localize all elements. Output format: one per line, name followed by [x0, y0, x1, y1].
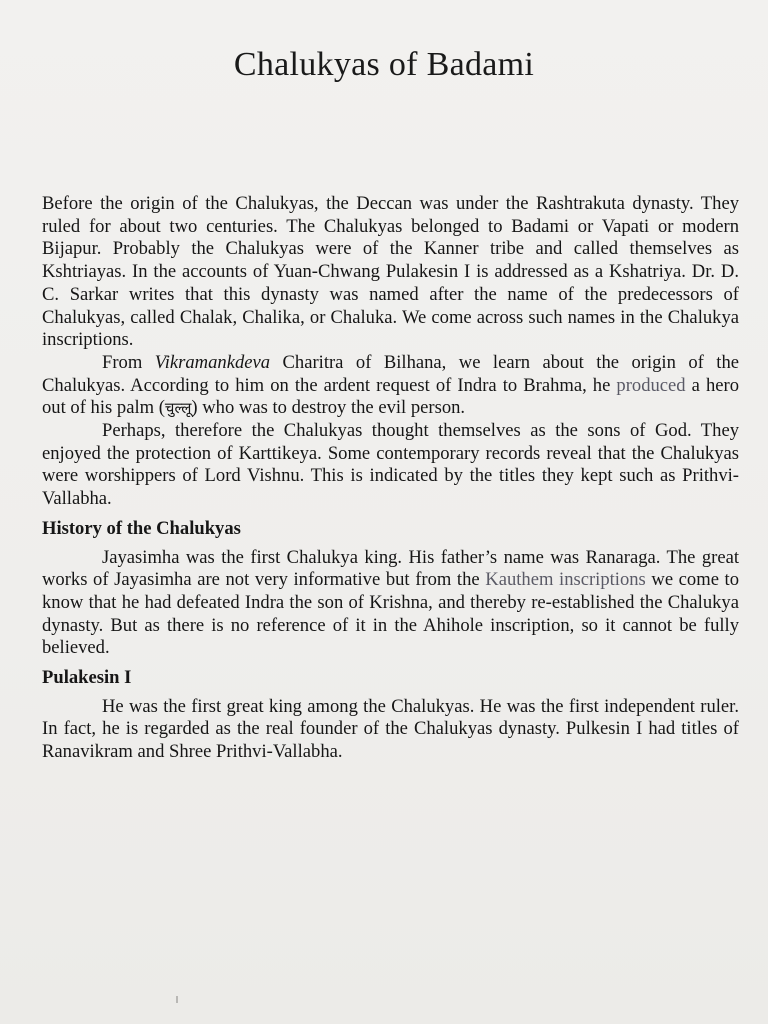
page-body: [42, 193, 739, 764]
section-heading-pulakesin: Pulakesin I: [42, 667, 132, 689]
intro-paragraph-2-prefix: From: [102, 351, 155, 373]
history-paragraph-1-prefix: Jayasimha was the first Chalukya king. His father’s name was Ranaraga. The great works of Jayasimha are not very informative but from the: [42, 546, 739, 591]
intro-paragraph-2-pre-devanagari: a hero out of his palm (: [42, 374, 739, 419]
intro-paragraph-2-gray-word: produced: [616, 374, 686, 396]
pulakesin-paragraph-1: He was the first great king among the Chalukyas. He was the first independent ruler. In fact, he is regarded as the real founder of the Chalukyas dynasty. Pulkesin I had titles of Ranavikram and Shree Prithvi-Vallabha.: [42, 695, 739, 763]
intro-paragraph-2-middle: Charitra of Bilhana, we learn about the origin of the Chalukyas. According to him on the ardent request of Indra to Brahma, he: [42, 351, 739, 396]
history-paragraph-1: [42, 547, 739, 661]
intro-paragraph-2-suffix: ) who was to destroy the evil person.: [191, 397, 466, 419]
intro-paragraph-2: [42, 352, 739, 420]
intro-paragraph-1: Before the origin of the Chalukyas, the Deccan was under the Rashtrakuta dynasty. They ruled for about two centuries. The Chalukyas belonged to Badami or Vapati or modern Bijapur. Probably the Chalukyas were of the Kanner tribe and called themselves as Kshtriayas. In the accounts of Yuan-Chwang Pulakesin I is addressed as a Kshatriya. Dr. D. C. Sarkar writes that this dynasty was named after the name of the predecessors of Chalukyas, called Chalak, Chalika, or Chaluka. We come across such names in the Chalukya inscriptions.: [42, 193, 739, 351]
page-mark: [176, 996, 178, 1003]
devanagari-term: चुल्लू: [164, 399, 192, 418]
history-paragraph-1-suffix: we come to know that he had defeated Indra the son of Krishna, and thereby re-established the Chalukya dynasty. But as there is no reference of it in the Ahihole inscription, so it cannot be fully believed.: [42, 569, 740, 659]
history-paragraph-1-gray-phrase: Kauthem inscriptions: [485, 569, 646, 591]
work-title-vikramankdeva: Vikramankdeva: [154, 351, 271, 373]
section-heading-history: History of the Chalukyas: [42, 517, 241, 539]
intro-paragraph-3: Perhaps, therefore the Chalukyas thought themselves as the sons of God. They enjoyed the protection of Karttikeya. Some contemporary records reveal that the Chalukyas were worshippers of Lord Vishnu. This is indicated by the titles they kept such as Prithvi-Vallabha.: [42, 420, 739, 510]
page-title: Chalukyas of Badami: [233, 46, 535, 83]
